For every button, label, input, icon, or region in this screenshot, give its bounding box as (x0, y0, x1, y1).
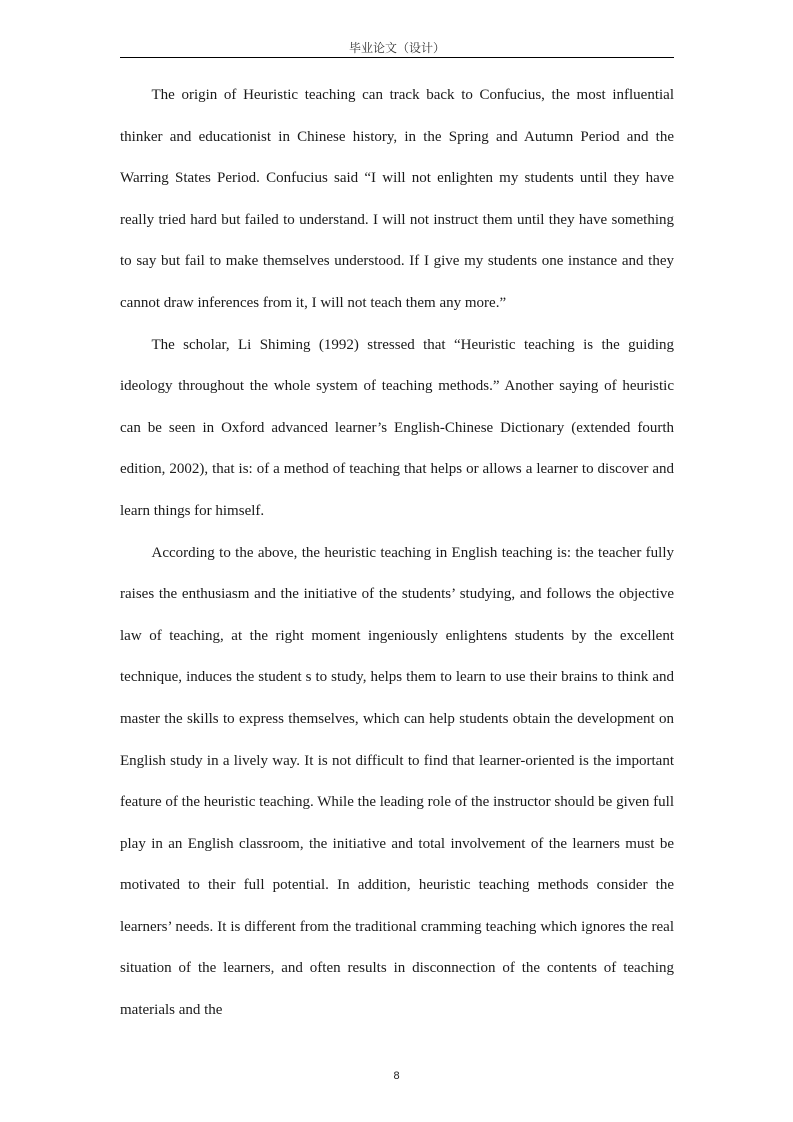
paragraph-li-shiming-definition: The scholar, Li Shiming (1992) stressed that “Heuristic teaching is the guiding ideology throughout the whole system of teaching methods.” Another saying of heuristic can be seen in Oxford advanced learner’s English-Chinese Dictionary (extended fourth edition, 2002), that is: of a method of teaching that helps or allows a learner to discover and learn things for himself. (120, 336, 674, 519)
paragraph-confucius-origin: The origin of Heuristic teaching can track back to Confucius, the most influential thinker and educationist in Chinese history, in the Spring and Autumn Period and the Warring States Period. Confucius said “I will not enlighten my students until they have really tried hard but failed to understand. I will not instruct them until they have something to say but fail to make themselves understood. If I give my students one instance and they cannot draw inferences from it, I will not teach them any more.” (120, 87, 674, 311)
page-header: 毕业论文（设计） (348, 41, 445, 55)
page-number: 8 (393, 1070, 400, 1082)
paragraph-heuristic-english-teaching: According to the above, the heuristic teaching in English teaching is: the teacher fully raises the enthusiasm and the initiative of the students’ studying, and follows the objective law of teaching, at the right moment ingeniously enlightens students by the excellent technique, induces the student s to study, helps them to learn to use their brains to think and master the skills to express themselves, which can help students obtain the development on English study in a lively way. It is not difficult to find that learner-oriented is the important feature of the heuristic teaching. While the leading role of the instructor should be given full play in an English classroom, the initiative and total involvement of the learners must be motivated to their full potential. In addition, heuristic teaching methods consider the learners’ needs. It is different from the traditional cramming teaching which ignores the real situation of the learners, and often results in disconnection of the contents of teaching materials and the (120, 544, 674, 1019)
body-text (120, 75, 674, 1032)
header-rule (120, 57, 674, 58)
